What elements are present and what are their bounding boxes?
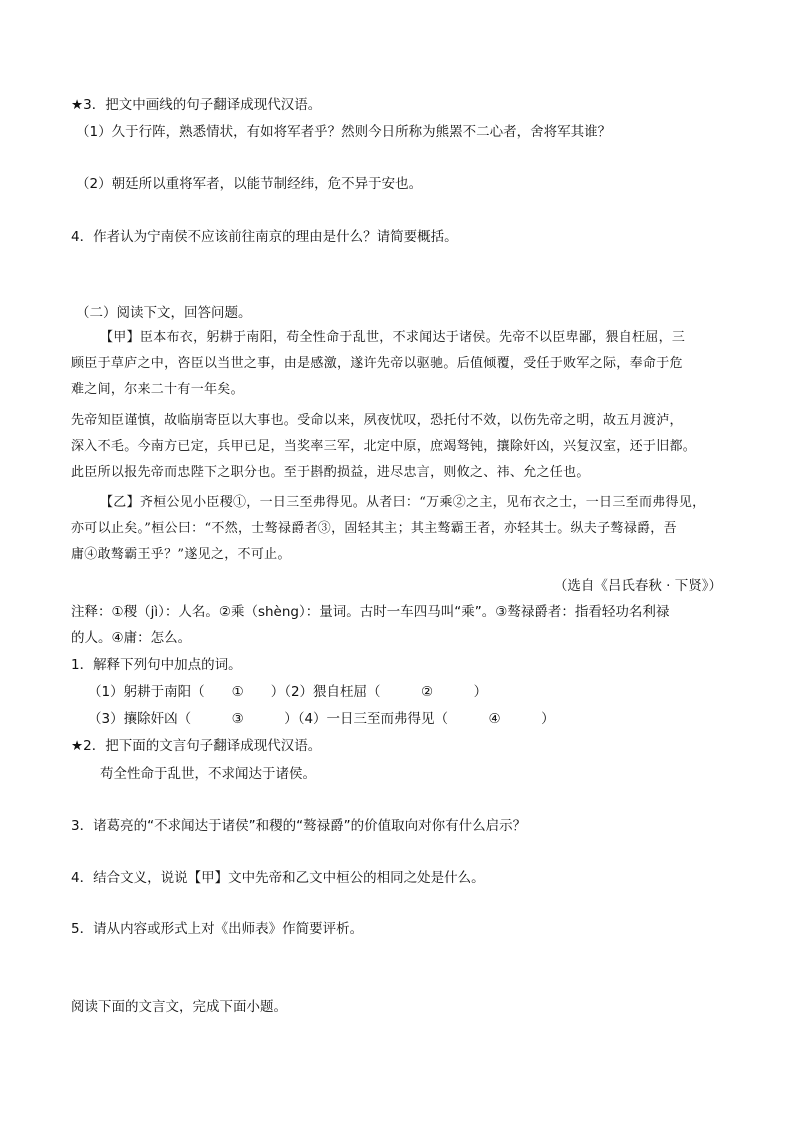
q4-comparison: 4．结合文义，说说【甲】文中先帝和乙文中桓公的相同之处是什么。 <box>71 870 485 886</box>
notes-line: 注释：①稷（jì）：人名。②乘（shèng）：量词。古时一车四马叫“乘”。③骜禄爵者：指看轻功名利禄 <box>71 604 670 620</box>
notes-line: 的人。④庸：怎么。 <box>71 630 192 646</box>
q2-title: ★2．把下面的文言句子翻译成现代汉语。 <box>71 738 322 754</box>
q3-sentence-1: （1）久于行阵，熟悉情状，有如将军者乎？然则今日所称为熊罴不二心者，舍将军其谁？ <box>76 124 612 140</box>
passage-jia-line: 先帝知臣谨慎，故临崩寄臣以大事也。受命以来，夙夜忧叹，恐托付不效，以伤先帝之明，故五月渡泸， <box>71 413 683 428</box>
q5-evaluation: 5．请从内容或形式上对《出师表》作简要评析。 <box>71 921 364 937</box>
q3-reflection: 3．诸葛亮的“不求闻达于诸侯”和稷的“骜禄爵”的价值取向对你有什么启示？ <box>71 818 527 834</box>
q1-row: （3）攘除奸凶（ ③ ）（4）一日三至而弗得见（ ④ ） <box>88 711 555 727</box>
q1-title: 1．解释下列句中加点的词。 <box>71 657 242 673</box>
passage-jia-line: 此臣所以报先帝而忠陛下之职分也。至于斟酌损益，进尽忠言，则攸之、祎、允之任也。 <box>71 465 590 480</box>
passage-yi-line: 【乙】齐桓公见小臣稷①，一日三至弗得见。从者曰：“万乘②之主，见布衣之士，一日三至而弗得见， <box>100 495 706 510</box>
q3-sentence-2: （2）朝廷所以重将军者，以能节制经纬，危不异于安也。 <box>76 176 423 192</box>
q1-row: （1）躬耕于南阳（ ① ）（2）猥自枉屈（ ② ） <box>88 684 488 700</box>
section-heading: （二）阅读下文，回答问题。 <box>76 305 252 321</box>
next-section-prompt: 阅读下面的文言文，完成下面小题。 <box>71 999 287 1015</box>
q2-sentence: 苟全性命于乱世，不求闻达于诸侯。 <box>100 766 316 782</box>
passage-yi-line: 亦可以止矣。”桓公曰：“不然，士骜禄爵者③，固轻其主；其主骜霸王者，亦轻其士。纵夫子骜禄爵，吾 <box>71 521 677 536</box>
q3-title: ★3．把文中画线的句子翻译成现代汉语。 <box>71 97 322 113</box>
passage-yi-line: 庸④敢骜霸王乎？”遂见之，不可止。 <box>71 547 291 562</box>
passage-jia-line: 难之间，尔来二十有一年矣。 <box>71 382 244 397</box>
passage-jia-line: 【甲】臣本布衣，躬耕于南阳，苟全性命于乱世，不求闻达于诸侯。先帝不以臣卑鄙，猥自枉屈，三 <box>100 330 686 345</box>
passage-source: （选自《吕氏春秋 · 下贤》） <box>553 578 722 594</box>
q4-question: 4．作者认为宁南侯不应该前往南京的理由是什么？请简要概括。 <box>71 229 458 245</box>
passage-jia-line: 深入不毛。今南方已定，兵甲已足，当奖率三军，北定中原，庶竭驽钝，攘除奸凶，兴复汉室，还于旧都。 <box>71 439 697 454</box>
passage-jia-line: 顾臣于草庐之中，咨臣以当世之事，由是感激，遂许先帝以驱驰。后值倾覆，受任于败军之际，奉命于危 <box>71 356 683 371</box>
